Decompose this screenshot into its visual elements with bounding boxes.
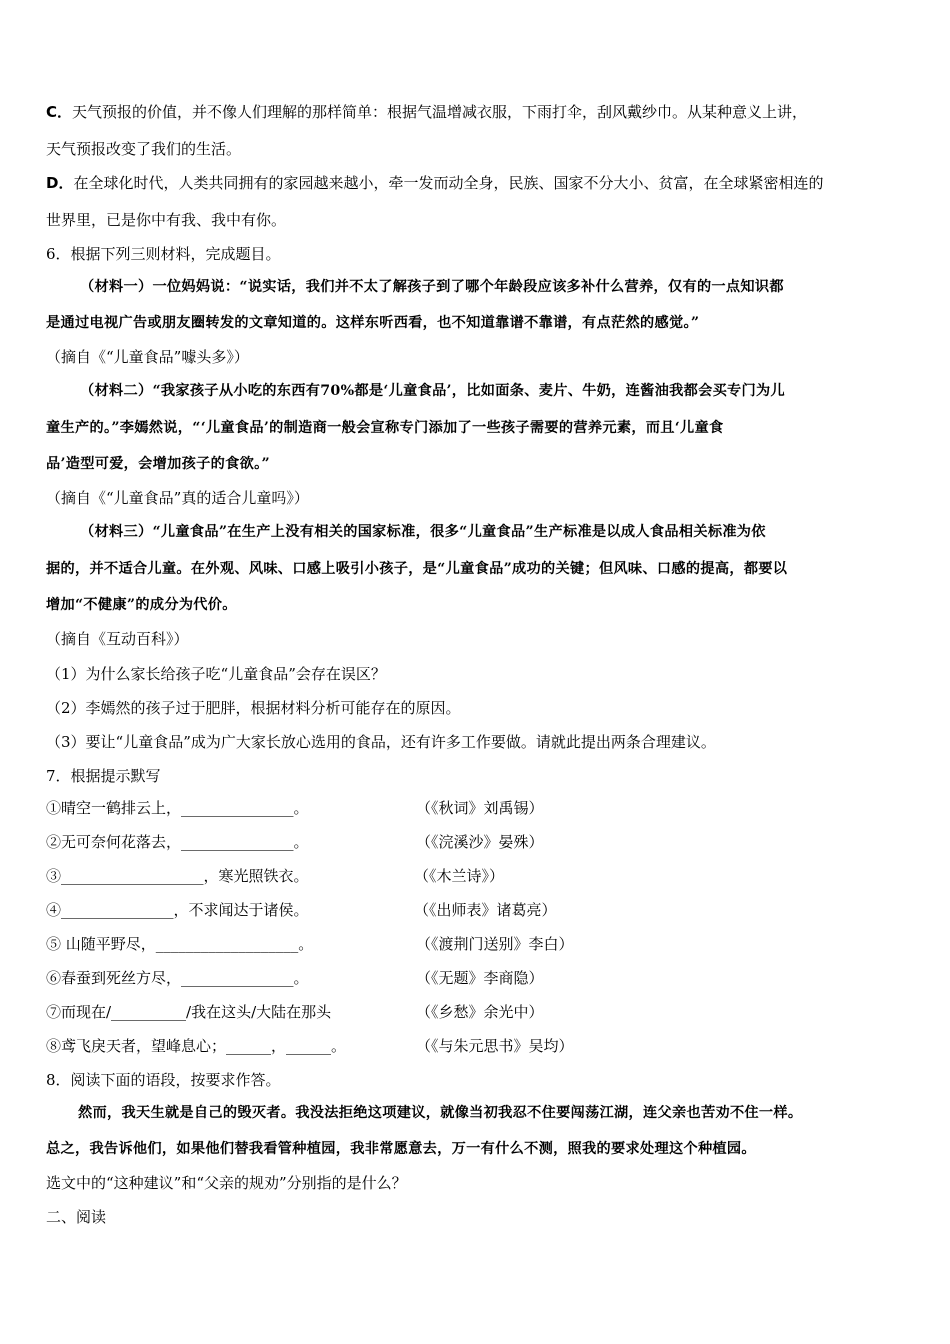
q6-material2-line2: 童生产的。”李嫣然说，“‘儿童食品’的制造商一般会宣称专门添加了一些孩子需要的营养元素，而且‘儿童食 <box>46 420 724 436</box>
q6-material3-line1: （材料三）“儿童食品”在生产上没有相关的国家标准，很多“儿童食品”生产标准是以成人食品相关标准为依 <box>80 524 766 540</box>
option-d-label: D． <box>46 174 74 192</box>
q7-item-text: ⑥春蚕到死丝方尽，_______________。 <box>46 969 309 987</box>
option-c-label: C． <box>46 103 73 121</box>
q7-item-source: （《秋词》刘禹锡） <box>416 799 544 817</box>
q6-material3-line2: 据的，并不适合儿童。在外观、风味、口感上吸引小孩子，是“儿童食品”成功的关键；但风味、口感的提高，都要以 <box>46 561 788 577</box>
q6-material2-line3: 品’造型可爱，会增加孩子的食欲。” <box>46 456 270 472</box>
q6-sub-question-2: （2）李嫣然的孩子过于肥胖，根据材料分析可能存在的原因。 <box>46 699 461 717</box>
option-d-line-2: 世界里，已是你中有我、我中有你。 <box>46 211 287 229</box>
q8-title: 8．阅读下面的语段，按要求作答。 <box>46 1071 281 1089</box>
section-2-heading: 二、阅读 <box>46 1208 107 1226</box>
q6-material2-source: （摘自《“儿童食品”真的适合儿童吗》） <box>46 489 309 507</box>
q7-item-source: （《浣溪沙》晏殊） <box>416 833 544 851</box>
option-c-line-2: 天气预报改变了我们的生活。 <box>46 140 242 158</box>
q7-item-text: ④_______________，不求闻达于诸侯。 <box>46 901 309 919</box>
q6-material1-line2: 是通过电视广告或朋友圈转发的文章知道的。这样东听西看，也不知道靠谱不靠谱，有点茫然的感觉。” <box>46 315 700 331</box>
q7-item-source: （《出师表》诸葛亮） <box>414 901 557 919</box>
q6-sub-question-1: （1）为什么家长给孩子吃“儿童食品”会存在误区？ <box>46 665 386 683</box>
q7-item-text: ⑦而现在/__________/我在这头/大陆在那头 <box>46 1003 332 1021</box>
option-d-line-1 <box>46 172 823 194</box>
q6-sub-question-3: （3）要让“儿童食品”成为广大家长放心选用的食品，还有许多工作要做。请就此提出两条合理建议。 <box>46 733 716 751</box>
q6-material3-source: （摘自《互动百科》） <box>46 630 189 648</box>
q8-question: 选文中的“这种建议”和“父亲的规劝”分别指的是什么？ <box>46 1174 407 1192</box>
q7-item-text: ⑧鸢飞戾天者，望峰息心；______，______。 <box>46 1037 347 1055</box>
q6-material2-line1: （材料二）“我家孩子从小吃的东西有70%都是‘儿童食品’，比如面条、麦片、牛奶，连酱油我都会买专门为儿 <box>80 383 786 399</box>
option-d-text-1: 在全球化时代，人类共同拥有的家园越来越小，牵一发而动全身，民族、国家不分大小、贫富，在全球紧密相连的 <box>73 174 824 192</box>
q7-item-source: （《木兰诗》） <box>414 867 505 885</box>
option-c-text-1: 天气预报的价值，并不像人们理解的那样简单：根据气温增减衣服，下雨打伞，刮风戴纱巾。从某种意义上讲， <box>72 103 808 121</box>
q7-title: 7．根据提示默写 <box>46 767 161 785</box>
q6-material3-line3: 增加“不健康”的成分为代价。 <box>46 597 237 613</box>
q7-item-text: ②无可奈何花落去，_______________。 <box>46 833 309 851</box>
q7-item-source: （《无题》李商隐） <box>416 969 544 987</box>
q6-title: 6．根据下列三则材料，完成题目。 <box>46 245 281 263</box>
q8-passage-line1: 然而，我天生就是自己的毁灭者。我没法拒绝这项建议，就像当初我忍不住要闯荡江湖，连父亲也苦劝不住一样。 <box>78 1105 803 1121</box>
option-c-line-1 <box>46 101 807 123</box>
q6-material1-source: （摘自《“儿童食品”噱头多》） <box>46 348 249 366</box>
q7-item-text: ⑤ 山随平野尽，___________________。 <box>46 935 314 953</box>
q7-item-source: （《与朱元思书》吴均） <box>416 1037 574 1055</box>
q7-item-text: ③___________________，寒光照铁衣。 <box>46 867 309 885</box>
q7-item-source: （《乡愁》余光中） <box>416 1003 544 1021</box>
q8-passage-line2: 总之，我告诉他们，如果他们替我看管种植园，我非常愿意去，万一有什么不测，照我的要求处理这个种植园。 <box>46 1141 756 1157</box>
q7-item-source: （《渡荆门送别》李白） <box>416 935 574 953</box>
q7-item-text: ①晴空一鹤排云上，_______________。 <box>46 799 309 817</box>
q6-material1-line1: （材料一）一位妈妈说：“说实话，我们并不太了解孩子到了哪个年龄段应该多补什么营养，仅有的一点知识都 <box>80 279 784 295</box>
